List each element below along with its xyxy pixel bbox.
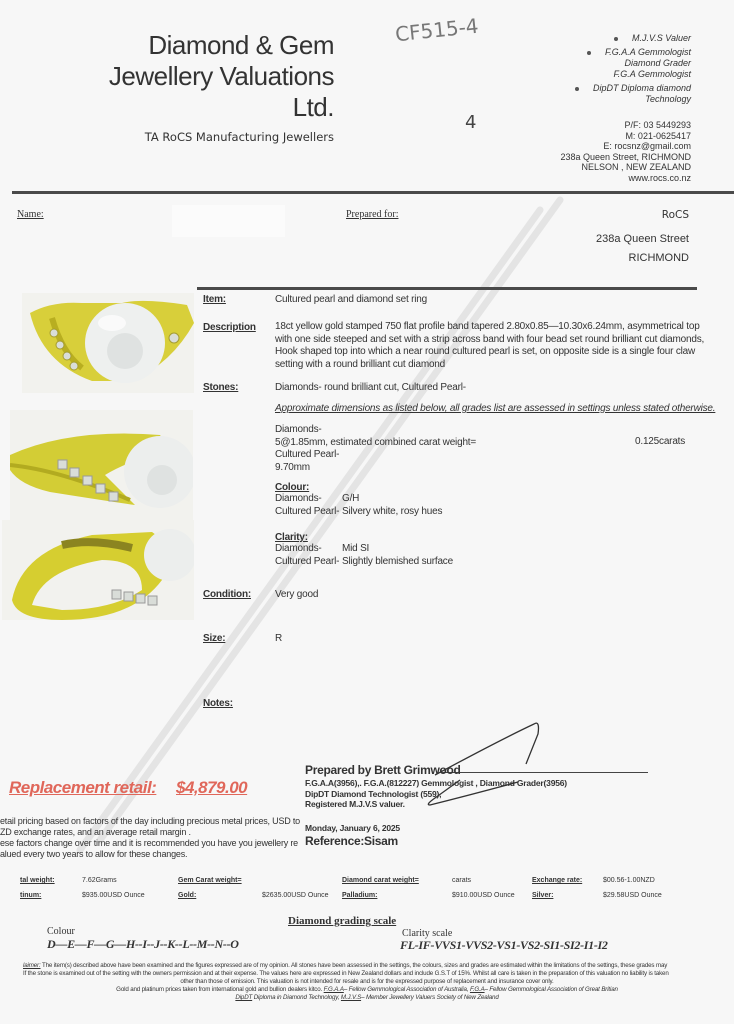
exchange-rate-value: $00.56-1.00NZD: [603, 877, 655, 884]
qualification-fgaa: [575, 47, 691, 58]
colour-label: Colour:: [275, 482, 310, 493]
prepared-for-label: Prepared for:: [346, 209, 399, 220]
clarity-scale-label: Clarity scale: [402, 928, 453, 939]
gem-carat-label: Gem Carat weight=: [178, 877, 242, 884]
email-link[interactable]: E: rocsnz@gmail.com: [603, 141, 691, 151]
exchange-rate-label: Exchange rate:: [532, 877, 583, 884]
recipient-company: RoCS: [661, 209, 689, 221]
abbr-fga: F.G.A: [469, 986, 485, 993]
clarity-value: Slightly blemished surface: [342, 555, 453, 567]
handwritten-number: 4: [465, 112, 477, 133]
notes-label: Notes:: [203, 698, 233, 709]
ring-side-image: [10, 410, 193, 520]
qual-text: F.G.A Gemmologist: [613, 69, 691, 79]
clarity-row: [275, 556, 453, 569]
ring-angle-image: [2, 520, 194, 620]
pricing-note: [0, 816, 300, 860]
qual-text: Diamond Grader: [624, 58, 691, 68]
disclaimer-lead: laimer:: [23, 962, 41, 969]
ring-photo-side: [10, 410, 193, 520]
gold-label: Gold:: [178, 892, 197, 899]
diamond-carat-value: carats: [452, 877, 472, 884]
platinum-value: $935.00USD Ounce: [82, 892, 145, 899]
credential-line: F.G.A.A(3956),. F.G.A.(812227) Gemmologist , Diamond Grader(3956): [305, 778, 567, 788]
bullet-icon: [614, 37, 618, 41]
item-divider: [197, 287, 697, 290]
replacement-label: Replacement retail:: [9, 778, 157, 797]
colour-row: [275, 493, 442, 506]
silver-label: Silver:: [532, 892, 554, 899]
gold-value: $2635.00USD Ounce: [262, 892, 329, 899]
pricing-note-line: etail pricing based on factors of the day including precious metal prices, USD to: [0, 816, 300, 826]
size-label: Size:: [203, 633, 226, 644]
phone: P/F: 03 5449293: [624, 120, 691, 130]
ring-photo-front: [22, 293, 194, 393]
qual-text: F.G.A.A Gemmologist: [604, 47, 691, 57]
stones-label: Stones:: [203, 382, 239, 393]
dim-diamonds-value: 5@1.85mm, estimated combined carat weight=: [275, 436, 477, 448]
qualifications: [575, 33, 691, 105]
valuation-date: Monday, January 6, 2025: [305, 823, 400, 833]
company-title: [109, 30, 334, 123]
qualification-mjvs: [575, 33, 691, 44]
ring-photo-angle: [2, 520, 194, 620]
carat-weight: 0.125carats: [635, 436, 686, 447]
title-line-2: Jewellery Valuations: [108, 61, 334, 91]
diamond-carat-label: Diamond carat weight=: [342, 877, 419, 884]
disclaimer-text: – Fellow Gemmological Association of Australia,: [343, 986, 470, 993]
qual-text: DipDT Diploma diamond: [592, 83, 691, 93]
qualification-dipdt: [575, 83, 691, 94]
clarity-value: Mid SI: [342, 543, 370, 554]
disclaimer: [0, 962, 734, 1002]
stones-value: Diamonds- round brilliant cut, Cultured Pearl-: [275, 382, 466, 393]
palladium-value: $910.00USD Ounce: [452, 892, 515, 899]
silver-value: $29.58USD Ounce: [603, 892, 662, 899]
abbr-fgaa: F.G.A.A: [323, 986, 344, 993]
disclaimer-line: [0, 962, 734, 970]
name-label: Name:: [17, 209, 44, 220]
grading-title: Diamond grading scale: [288, 915, 397, 927]
clarity-row: [275, 543, 453, 556]
clarity-block: [275, 532, 453, 568]
title-line-1: Diamond & Gem: [148, 30, 334, 60]
recipient-town: RICHMOND: [628, 252, 689, 264]
disclaimer-line: other than those of emission. This valuation is not intended for resale and is for the expressed purpose of replacement and insurance cover only.: [180, 978, 554, 985]
abbr-mjvs: M.J.V.S: [340, 994, 362, 1001]
qual-text: M.J.V.S Valuer: [631, 33, 691, 43]
colour-key: Cultured Pearl-: [275, 505, 340, 517]
credential-line: Registered M.J.V.S valuer.: [305, 799, 405, 809]
condition-value: Very good: [275, 589, 319, 600]
disclaimer-line: [0, 994, 734, 1002]
signature-line: [442, 772, 648, 773]
title-line-3: Ltd.: [292, 92, 334, 122]
colour-key: Diamonds-: [275, 493, 322, 504]
item-value: Cultured pearl and diamond set ring: [275, 294, 427, 305]
palladium-label: Palladium:: [342, 892, 378, 899]
colour-row: [275, 506, 442, 519]
pricing-note-line: ZD exchange rates, and an average retail margin .: [0, 827, 191, 837]
prepared-by: Prepared by Brett Grimwood: [305, 763, 461, 777]
colour-value: Silvery white, rosy hues: [342, 505, 443, 517]
item-label: Item:: [203, 294, 226, 305]
clarity-key: Diamonds-: [275, 543, 322, 554]
dimensions-block: [275, 424, 476, 474]
approx-note: Approximate dimensions as listed below, all grades list are assessed in settings unless stated otherwise.: [275, 403, 716, 414]
disclaimer-text: Gold and platinum prices taken from international gold and bullion dealers kitco.: [116, 986, 324, 993]
clarity-label: Clarity:: [275, 532, 308, 543]
disclaimer-text: Diploma in Diamond Technology,: [252, 994, 341, 1001]
total-weight-label: tal weight:: [20, 877, 55, 884]
disclaimer-text: – Fellow Gemmological Association of Great Britian: [484, 986, 618, 993]
disclaimer-text: The item(s) described above have been examined and the figures expressed are of my opinion. All stones have been assessed in the settings, the colours, sizes and grades are estimated within the limitations of the settings, these grades may: [40, 962, 668, 969]
colour-scale-label: Colour: [47, 926, 75, 937]
platinum-label: tinum:: [20, 892, 42, 899]
company-subtitle: TA RoCS Manufacturing Jewellers: [144, 130, 334, 144]
contact-block: [560, 120, 691, 183]
replacement-value: $4,879.00: [176, 778, 248, 797]
website-link[interactable]: www.rocs.co.nz: [628, 172, 691, 183]
condition-label: Condition:: [203, 589, 251, 600]
dim-pearl-value: 9.70mm: [275, 461, 310, 473]
clarity-scale: FL-IF-VVS1-VVS2-VS1-VS2-SI1-SI2-I1-I2: [400, 938, 608, 952]
name-redacted: [172, 205, 285, 237]
disclaimer-line: [0, 986, 734, 994]
abbr-dipdt: DipDT: [235, 994, 253, 1001]
header-divider: [12, 191, 734, 194]
street: 238a Queen Street, RICHMOND: [560, 151, 691, 162]
colour-block: [275, 482, 442, 518]
dim-pearl-label: Cultured Pearl-: [275, 449, 340, 460]
clarity-key: Cultured Pearl-: [275, 555, 340, 567]
colour-scale: D—E—F—G—H--I--J--K--L--M--N--O: [47, 937, 239, 951]
total-weight-value: 7.62Grams: [82, 877, 117, 884]
bullet-icon: [587, 51, 591, 55]
credential-line: DipDT Diamond Technologist (559),: [305, 788, 442, 799]
handwritten-ref: CF515-4: [393, 13, 480, 47]
preparer-credentials: [305, 778, 567, 810]
city: NELSON , NEW ZEALAND: [581, 162, 691, 172]
qual-text: Technology: [645, 94, 691, 104]
disclaimer-text: – Member Jewellery Valuers Society of New Zealand: [361, 994, 499, 1001]
description-label: Description: [203, 322, 256, 333]
size-value: R: [275, 633, 283, 644]
pricing-note-line: ese factors change over time and it is recommended you have you jewellery re: [0, 838, 298, 848]
recipient-street: 238a Queen Street: [596, 233, 689, 245]
description-value: 18ct yellow gold stamped 750 flat profile band tapered 2.80x0.85—10.30x6.24mm, asymmetrical top with one side steeped and set with a strip across band with four bead set round brilliant cut diamonds, Hook shaped top into which a near round cultured pearl is set, on opposite side is a single four claw setting with a round brilliant cut diamond: [275, 321, 705, 370]
disclaimer-line: If the stone is examined out of the setting with the owners permission and at their expense. The values here are expressed in New Zealand dollars and include G.S.T of 15%. Whilst all care is taken in the preparation of this valuation no liability is taken: [23, 970, 669, 977]
reference: Reference:Sisam: [305, 834, 398, 848]
bullet-icon: [575, 87, 579, 91]
colour-value: G/H: [342, 493, 360, 504]
mobile: M: 021-0625417: [625, 130, 691, 141]
ring-front-image: [22, 293, 194, 393]
pricing-note-line: alued every two years to allow for these changes.: [0, 849, 188, 859]
dim-diamonds-label: Diamonds-: [275, 424, 322, 435]
